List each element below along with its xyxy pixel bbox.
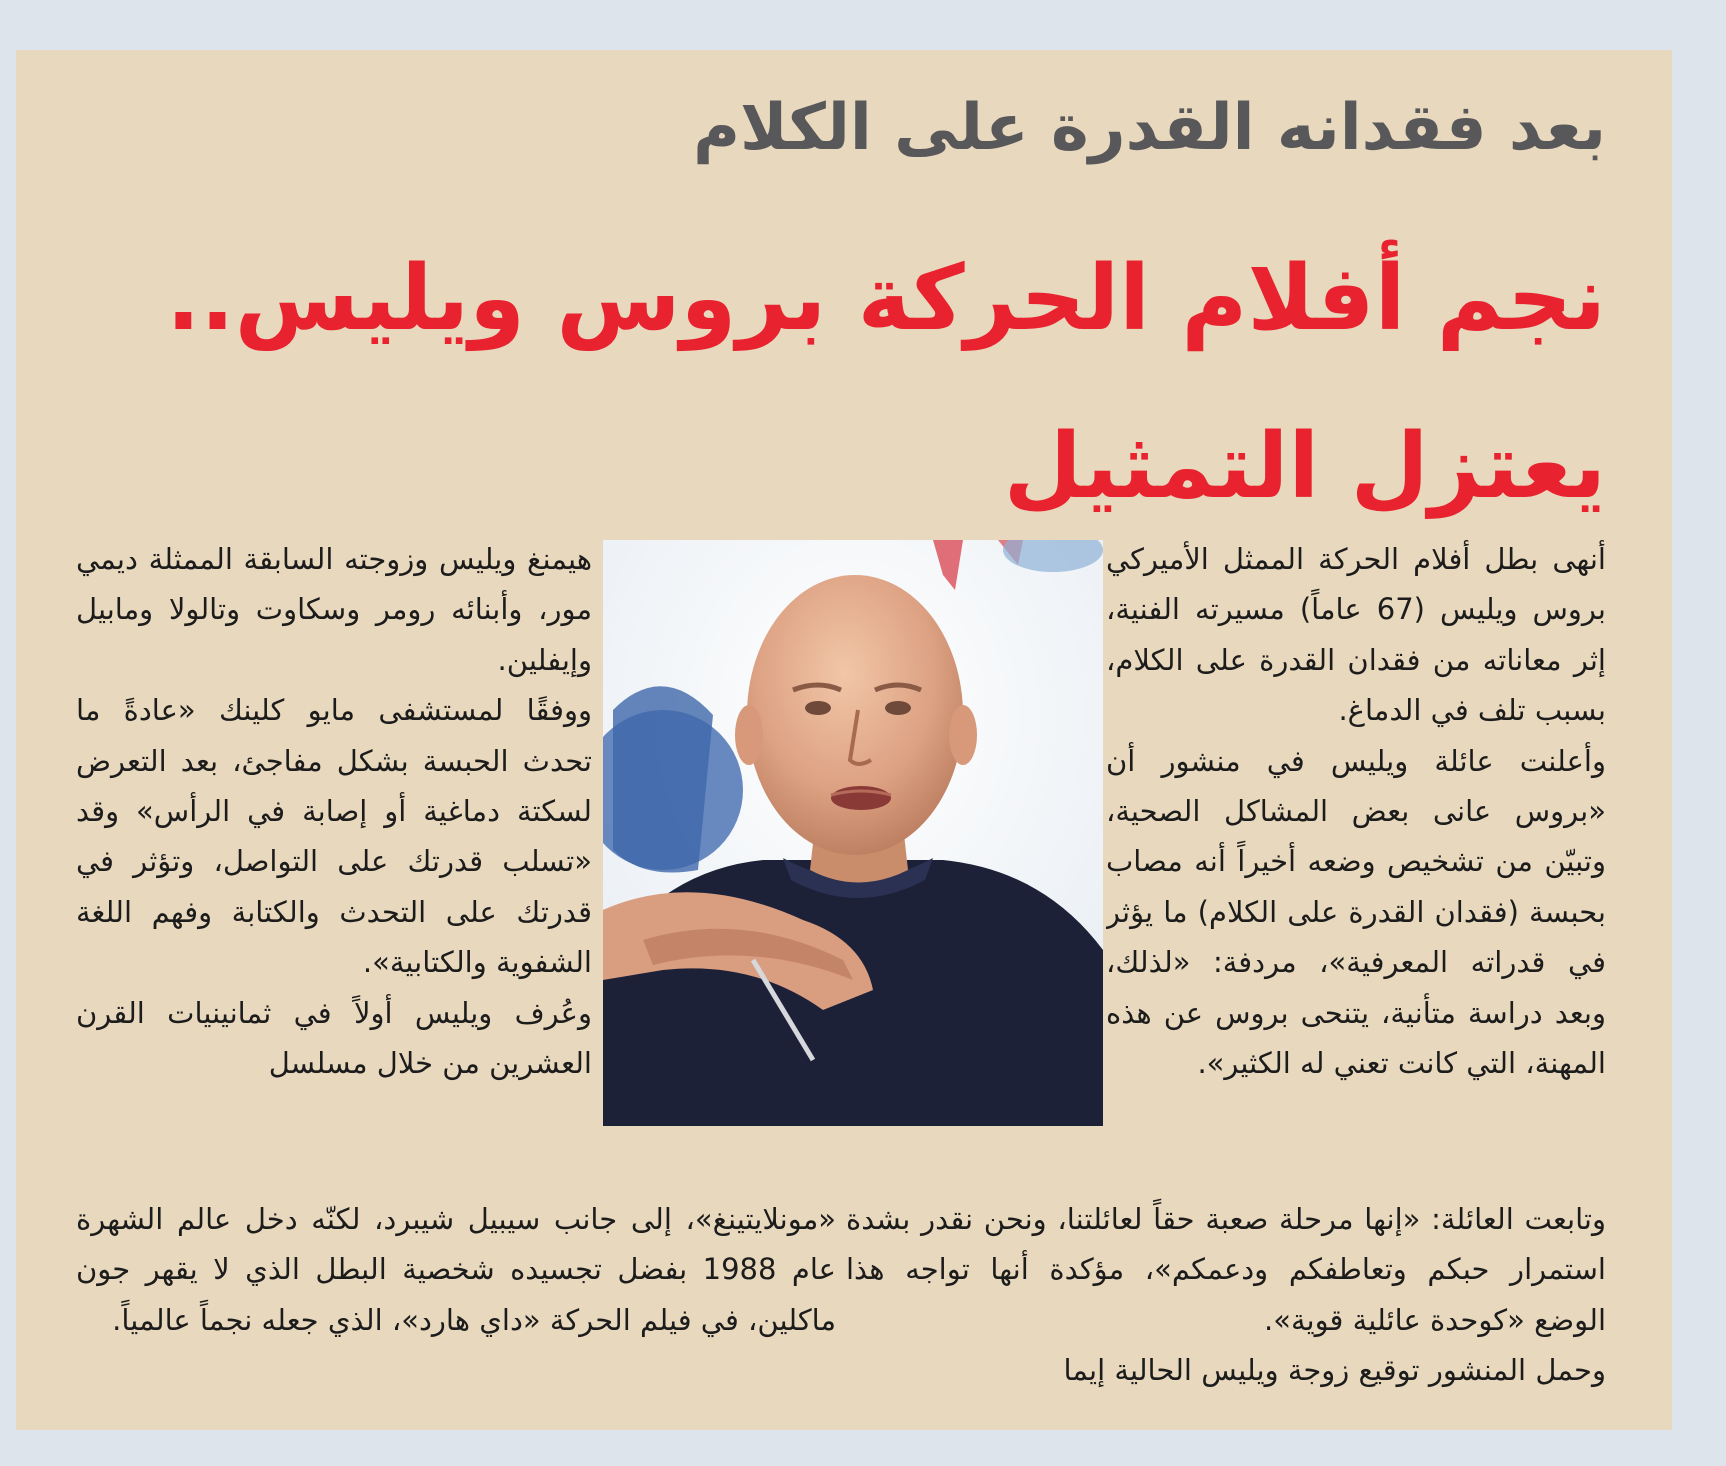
paragraph: ووفقًا لمستشفى مايو كلينك «عادةً ما تحدث الحبسة بشكل مفاجئ، بعد التعرض لسكتة دماغية أو إصابة في الرأس» وقد «تسلب قدرتك على التواصل، وتؤثر في قدرتك على التحدث والكتابة وفهم اللغة الشفوية والكتابية». — [76, 693, 592, 980]
paragraph: أنهى بطل أفلام الحركة الممثل الأميركي بروس ويليس (67 عاماً) مسيرته الفنية، إثر معاناته من فقدان القدرة على الكلام، بسبب تلف في الدماغ. — [1106, 542, 1606, 728]
newspaper-page — [16, 50, 1672, 1430]
portrait-image — [603, 540, 1103, 1126]
paragraph: وحمل المنشور توقيع زوجة ويليس الحالية إيما — [1063, 1353, 1606, 1388]
article-column-bottom-right — [846, 1194, 1606, 1404]
article-photo — [603, 540, 1103, 1126]
paragraph: وتابعت العائلة: «إنها مرحلة صعبة حقاً لعائلتنا، ونحن نقدر بشدة استمرار حبكم وتعاطفكم ودعمكم»، مؤكدة أنها تواجه هذا الوضع «كوحدة عائلية قوية». — [846, 1202, 1606, 1337]
article-column-right — [1106, 534, 1606, 1244]
article-column-left — [76, 534, 592, 1214]
paragraph: وأعلنت عائلة ويليس في منشور أن «بروس عانى بعض المشاكل الصحية، وتبيّن من تشخيص وضعه أخيراً أنه مصاب بحبسة (فقدان القدرة على الكلام) ما يؤثر في قدراته المعرفية»، مردفة: «لذلك، وبعد دراسة متأنية، يتنحى بروس عن هذه المهنة، التي كانت تعني له الكثير». — [1106, 743, 1606, 1081]
paragraph: وعُرف ويليس أولاً في ثمانينيات القرن العشرين من خلال مسلسل — [76, 995, 592, 1081]
article-column-bottom-left — [76, 1194, 836, 1404]
paragraph: «مونلايتينغ»، إلى جانب سيبيل شيبرد، لكنّه دخل عالم الشهرة عام 1988 بفضل تجسيده شخصية البطل الذي لا يقهر جون ماكلين، في فيلم الحركة «داي هارد»، الذي جعله نجماً عالمياً. — [76, 1202, 836, 1337]
article-kicker: بعد فقدانه القدرة على الكلام — [693, 91, 1606, 165]
paragraph: هيمنغ ويليس وزوجته السابقة الممثلة ديمي مور، وأبنائه رومر وسكاوت وتالولا ومابيل وإيفلين. — [76, 542, 592, 677]
article-headline: نجم أفلام الحركة بروس ويليس.. يعتزل التمثيل — [166, 246, 1606, 519]
